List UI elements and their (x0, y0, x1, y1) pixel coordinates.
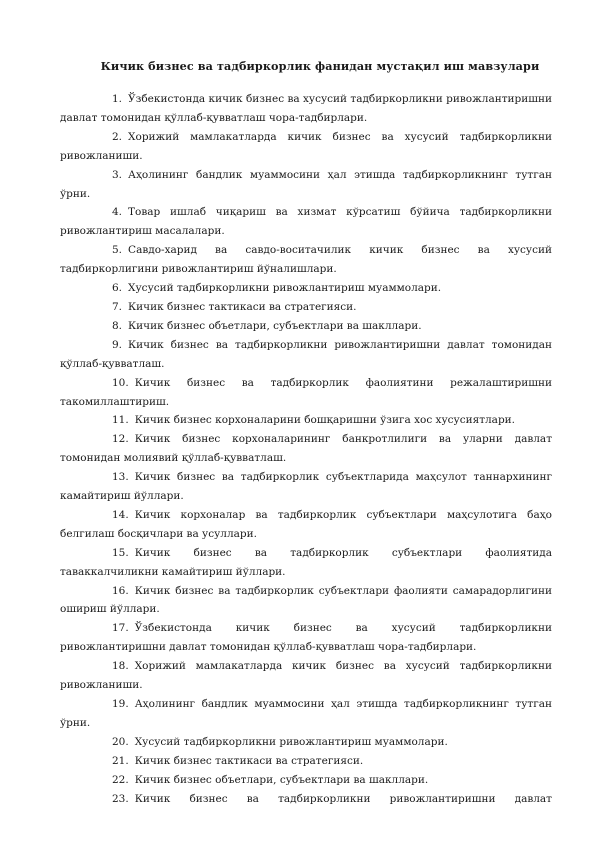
item-number: 16. (112, 584, 129, 597)
item-text: Кичик бизнес корхоналарини бошқаришни ўзига хос хусусиятлари. (134, 414, 515, 427)
list-item (60, 90, 552, 128)
item-number: 1. (112, 93, 123, 105)
item-number: 5. (112, 244, 123, 257)
item-number: 23. (112, 792, 129, 805)
item-text: Кичик бизнес тактикаси ва стратегияси. (128, 300, 357, 313)
item-text: Кичик бизнес ва тадбиркорлик фаолиятини режалаштиришни такомиллаштириш. (60, 376, 552, 408)
list-item (60, 506, 552, 544)
list-item (60, 317, 552, 336)
item-number: 19. (112, 698, 129, 710)
item-number: 9. (112, 338, 123, 351)
item-text: Савдо-харид ва савдо-воситачилик кичик бизнес ва хусусий тадбиркорлигини ривожлантириш йўналишлари. (60, 244, 552, 276)
item-text: Кичик корхоналар ва тадбиркорлик субъектлари маҳсулотига баҳо белгилаш босқичлари ва усуллари. (60, 508, 552, 540)
item-number: 3. (112, 168, 123, 181)
item-text: Хусусий тадбиркорликни ривожлантириш муаммолари. (128, 282, 442, 295)
list-item (60, 166, 552, 204)
item-number: 2. (112, 130, 123, 143)
item-text: Кичик бизнес ва тадбиркорлик субъектлари фаолияти самарадорлигини ошириш йўллари. (60, 584, 552, 616)
item-text: Хусусий тадбиркорликни ривожлантириш муаммолари. (134, 735, 448, 748)
list-item (60, 582, 552, 620)
list-item (60, 298, 552, 317)
list-item (60, 619, 552, 657)
item-number: 18. (112, 660, 129, 673)
item-text: Хорижий мамлакатларда кичик бизнес ва хусусий тадбиркорликни ривожланиши. (60, 660, 552, 692)
list-item (60, 752, 552, 771)
item-text: Аҳолининг бандлик муаммосини ҳал этишда тадбиркорликнинг тутган ўрни. (60, 168, 552, 200)
item-number: 8. (112, 319, 123, 332)
item-text: Кичик бизнес тактикаси ва стратегияси. (134, 754, 364, 767)
item-number: 10. (112, 376, 129, 389)
item-text: Ўзбекистонда кичик бизнес ва хусусий тадбиркорликни ривожлантиришни давлат томонидан қўллаб-қувватлаш чора-тадбирлари. (60, 93, 552, 124)
list-item (60, 544, 552, 582)
item-number: 21. (112, 754, 129, 767)
item-number: 4. (112, 206, 123, 219)
list-item (60, 430, 552, 468)
topic-list (60, 90, 552, 808)
list-item (60, 279, 552, 298)
list-item (60, 128, 552, 166)
list-item (60, 336, 552, 374)
item-text: Кичик бизнес объетлари, субъектлари ва шакллари. (128, 319, 422, 332)
list-item (60, 203, 552, 241)
item-text: Кичик бизнес ва тадбиркорликни ривожлантиришни давлат (134, 792, 552, 805)
item-text: Кичик бизнес ва тадбиркорлик субъектларида маҳсулот таннархининг камайтириш йўллари. (60, 471, 552, 503)
item-text: Кичик бизнес ва тадбиркорликни ривожлантиришни давлат томонидан қўллаб-қувватлаш. (60, 338, 552, 370)
list-item (60, 411, 552, 430)
item-text: Аҳолининг бандлик муаммосини ҳал этишда тадбиркорликнинг тутган ўрни. (60, 698, 552, 729)
item-number: 13. (112, 471, 129, 484)
item-text: Ўзбекистонда кичик бизнес ва хусусий тадбиркорликни ривожлантиришни давлат томонидан қўллаб-қувватлаш чора-тадбирлари. (60, 622, 552, 654)
list-item (60, 241, 552, 279)
item-number: 11. (112, 414, 129, 427)
item-number: 12. (112, 433, 129, 446)
item-number: 20. (112, 735, 129, 748)
list-item (60, 790, 552, 809)
list-item (60, 468, 552, 506)
item-number: 14. (112, 508, 129, 521)
item-text: Кичик бизнес корхоналарининг банкротлилиги ва уларни давлат томонидан молиявий қўллаб-қувватлаш. (60, 433, 552, 465)
item-text: Хорижий мамлакатларда кичик бизнес ва хусусий тадбиркорликни ривожланиши. (60, 130, 552, 162)
list-item (60, 733, 552, 752)
item-number: 6. (112, 282, 123, 295)
item-text: Кичик бизнес ва тадбиркорлик субъектлари фаолиятида таваккалчиликни камайтириш йўллари. (60, 546, 552, 578)
item-number: 17. (112, 622, 129, 635)
item-text: Товар ишлаб чиқариш ва хизмат кўрсатиш бўйича тадбиркорликни ривожлантириш масалалари. (60, 206, 552, 238)
item-number: 15. (112, 546, 129, 559)
item-number: 22. (112, 773, 129, 786)
document-title: Кичик бизнес ва тадбиркорлик фанидан мустақил иш мавзулари (100, 59, 540, 73)
item-text: Кичик бизнес объетлари, субъектлари ва шакллари. (134, 773, 429, 786)
item-number: 7. (112, 300, 123, 313)
list-item (60, 657, 552, 695)
list-item (60, 695, 552, 733)
list-item (60, 374, 552, 412)
list-item (60, 771, 552, 790)
